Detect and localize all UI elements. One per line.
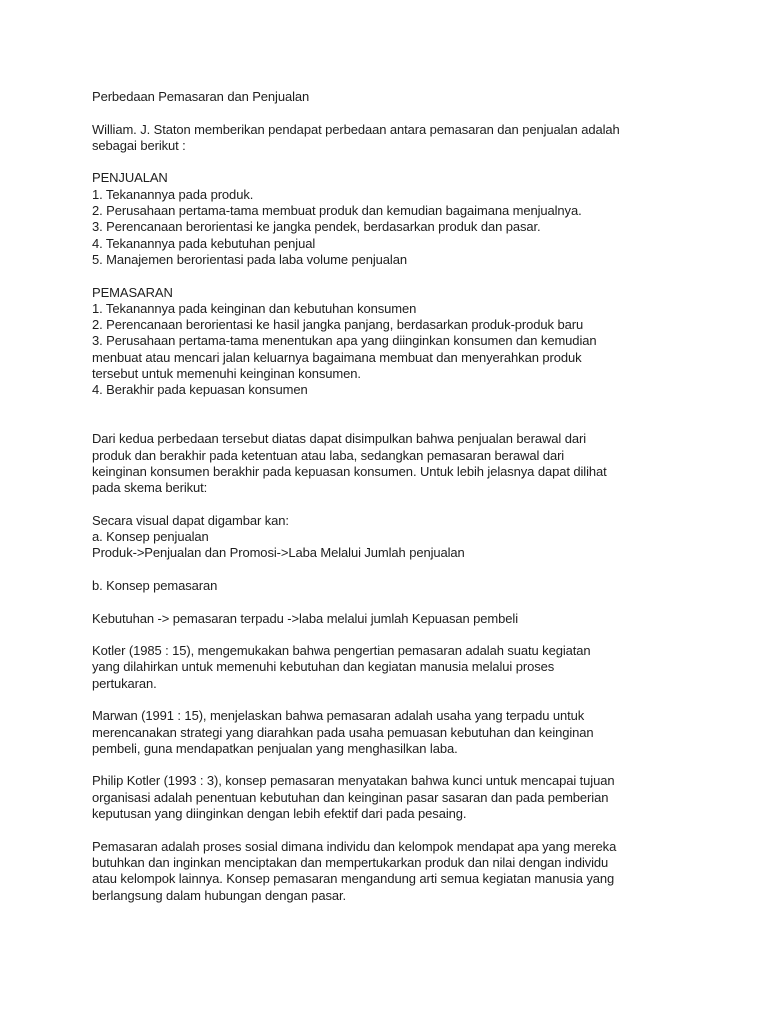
- text-line: 3. Perencanaan berorientasi ke jangka pendek, berdasarkan produk dan pasar.: [92, 219, 541, 235]
- text-line: Marwan (1991 : 15), menjelaskan bahwa pemasaran adalah usaha yang terpadu untuk: [92, 708, 585, 724]
- text-line: Philip Kotler (1993 : 3), konsep pemasaran menyatakan bahwa kunci untuk mencapai tujuan: [92, 773, 615, 789]
- blank-line: [92, 757, 732, 773]
- blank-line: [92, 415, 732, 431]
- text-line: organisasi adalah penentuan kebutuhan dan keinginan pasar sasaran dan pada pemberian: [92, 789, 609, 805]
- text-line: keinginan konsumen berakhir pada kepuasan konsumen. Untuk lebih jelasnya dapat dilihat: [92, 463, 607, 479]
- document-title: Perbedaan Pemasaran dan Penjualan: [92, 89, 310, 104]
- text-line: 2. Perusahaan pertama-tama membuat produk dan kemudian bagaimana menjualnya.: [92, 203, 582, 219]
- text-line: 3. Perusahaan pertama-tama menentukan apa yang diinginkan konsumen dan kemudian: [92, 333, 597, 349]
- text-line: merencanakan strategi yang diarahkan pada usaha pemuasan kebutuhan dan keinginan: [92, 724, 594, 740]
- text-line: 5. Manajemen berorientasi pada laba volume penjualan: [92, 251, 407, 267]
- document-body: [92, 89, 732, 904]
- blank-line: [92, 496, 732, 512]
- text-line: produk dan berakhir pada ketentuan atau laba, sedangkan pemasaran berawal dari: [92, 447, 565, 463]
- text-line: a. Konsep penjualan: [92, 529, 209, 545]
- blank-line: [92, 562, 732, 578]
- text-line: butuhkan dan inginkan menciptakan dan mempertukarkan produk dan nilai dengan individu: [92, 854, 609, 870]
- text-line: PEMASARAN: [92, 284, 173, 300]
- text-line: 4. Tekanannya pada kebutuhan penjual: [92, 235, 316, 251]
- text-line: pertukaran.: [92, 675, 157, 691]
- blank-line: [92, 822, 732, 838]
- blank-line: [92, 399, 732, 415]
- text-line: keputusan yang diinginkan dengan lebih efektif dari pada pesaing.: [92, 806, 467, 822]
- text-line: yang dilahirkan untuk memenuhi kebutuhan dan kegiatan manusia melalui proses: [92, 659, 555, 675]
- blank-line: [92, 105, 732, 121]
- text-line: pembeli, guna mendapatkan penjualan yang menghasilkan laba.: [92, 740, 458, 756]
- text-line: b. Konsep pemasaran: [92, 577, 218, 593]
- text-line: Produk->Penjualan dan Promosi->Laba Melalui Jumlah penjualan: [92, 545, 465, 561]
- text-line: PENJUALAN: [92, 170, 168, 186]
- text-line: 1. Tekanannya pada keinginan dan kebutuhan konsumen: [92, 300, 417, 316]
- text-line: Kebutuhan -> pemasaran terpadu ->laba melalui jumlah Kepuasan pembeli: [92, 610, 518, 626]
- text-line: 1. Tekanannya pada produk.: [92, 186, 254, 202]
- text-line: berlangsung dalam hubungan dengan pasar.: [92, 887, 347, 903]
- text-line: menbuat atau mencari jalan keluarnya bagaimana membuat dan menyerahkan produk: [92, 349, 582, 365]
- blank-line: [92, 268, 732, 284]
- text-line: 4. Berakhir pada kepuasan konsumen: [92, 382, 308, 398]
- text-line: pada skema berikut:: [92, 480, 208, 496]
- blank-line: [92, 594, 732, 610]
- text-line: Kotler (1985 : 15), mengemukakan bahwa pengertian pemasaran adalah suatu kegiatan: [92, 643, 591, 659]
- text-line: Secara visual dapat digambar kan:: [92, 512, 289, 528]
- text-line: Pemasaran adalah proses sosial dimana individu dan kelompok mendapat apa yang mereka: [92, 838, 617, 854]
- text-line: tersebut untuk memenuhi keinginan konsumen.: [92, 366, 361, 382]
- text-line: 2. Perencanaan berorientasi ke hasil jangka panjang, berdasarkan produk-produk baru: [92, 317, 584, 333]
- blank-line: [92, 627, 732, 643]
- blank-line: [92, 154, 732, 170]
- blank-line: [92, 692, 732, 708]
- text-line: sebagai berikut :: [92, 137, 186, 153]
- text-line: William. J. Staton memberikan pendapat perbedaan antara pemasaran dan penjualan adalah: [92, 121, 620, 137]
- text-line: Dari kedua perbedaan tersebut diatas dapat disimpulkan bahwa penjualan berawal dari: [92, 431, 586, 447]
- text-line: atau kelompok lainnya. Konsep pemasaran mengandung arti semua kegiatan manusia yang: [92, 871, 615, 887]
